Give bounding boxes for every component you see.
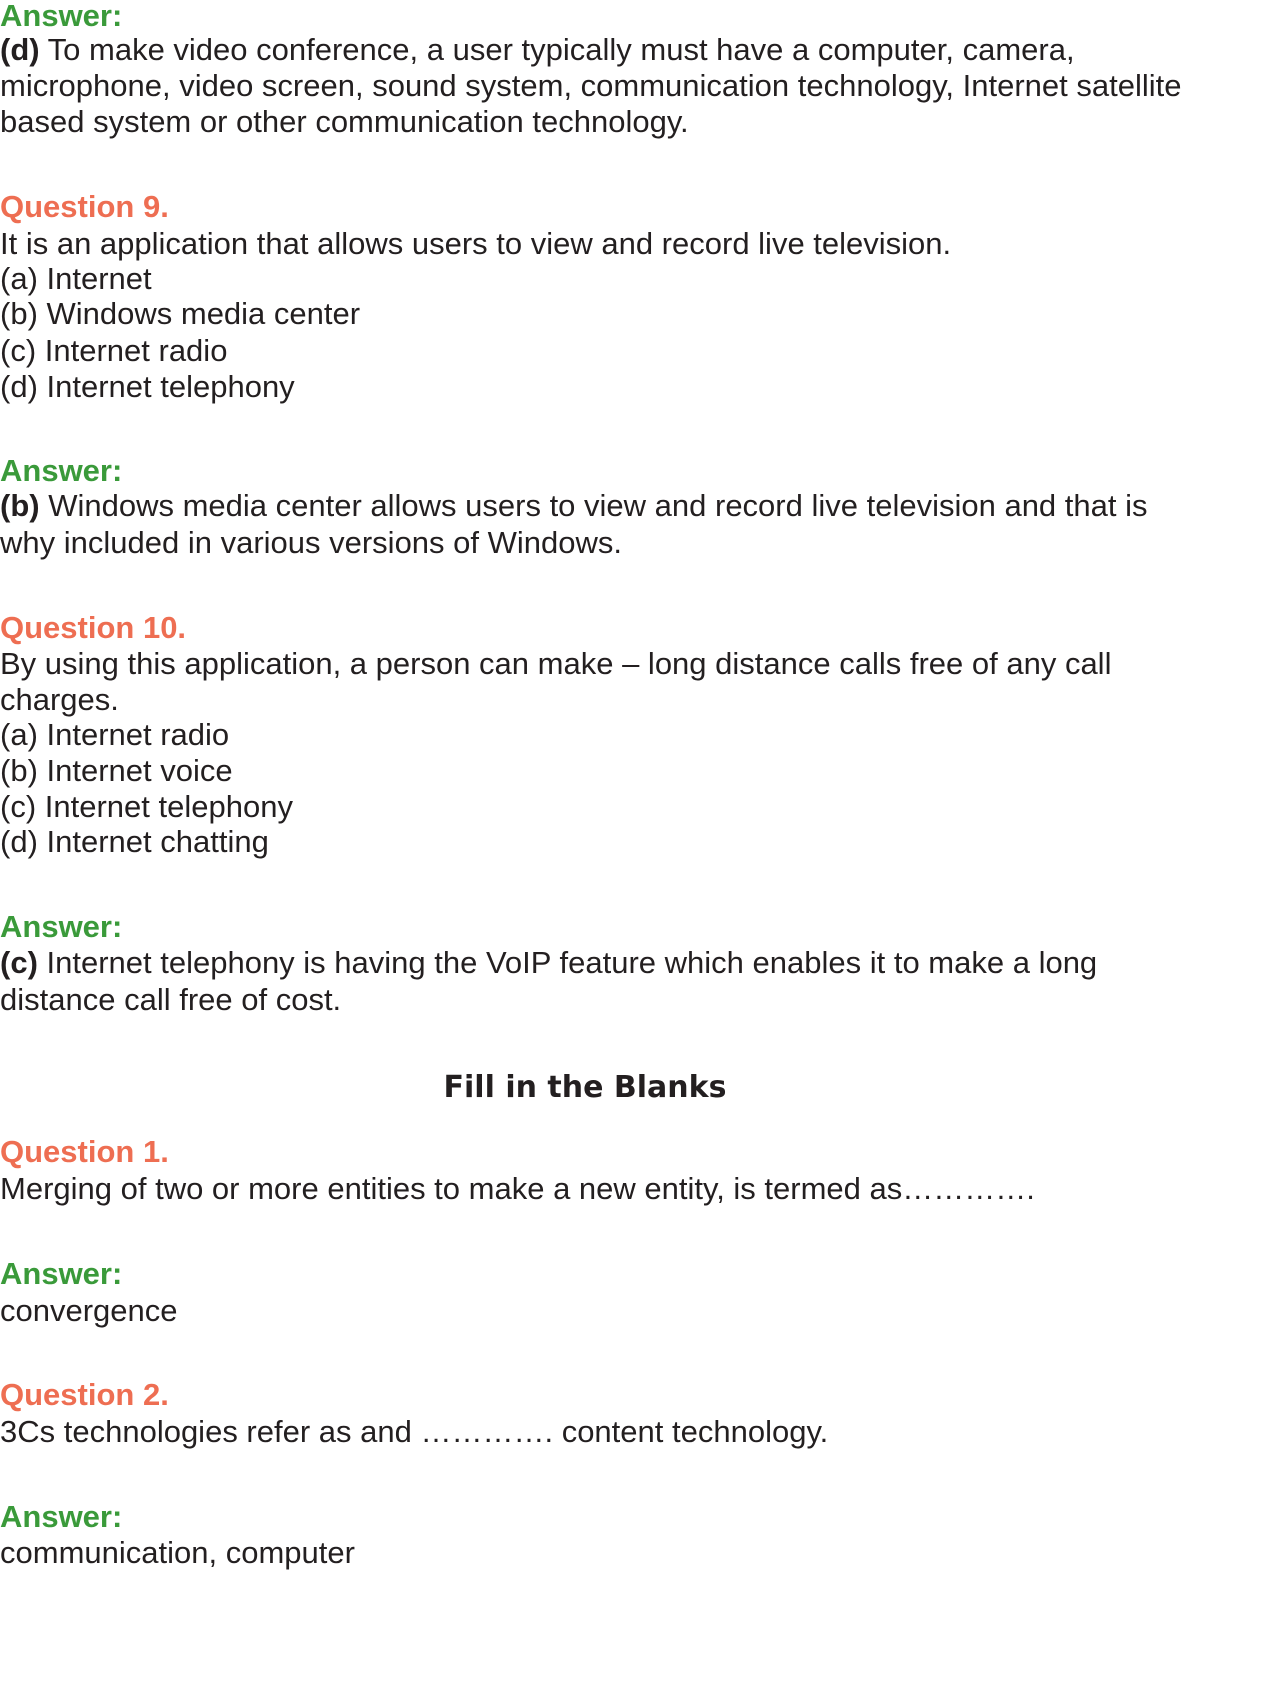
option-a: (a) Internet radio [0, 717, 230, 752]
option-d: (d) Internet chatting [0, 824, 269, 859]
answer-text: communication, computer [0, 1535, 355, 1570]
option-b: (b) Windows media center [0, 296, 361, 331]
answer-text-line: (b) Windows media center allows users to view and record live television and that is [0, 488, 1148, 523]
question-text: 3Cs technologies refer as and …………. content technology. [0, 1414, 829, 1449]
answer-label: Answer: [0, 1256, 123, 1291]
answer-label: Answer: [0, 0, 123, 33]
question-text: charges. [0, 682, 119, 717]
option-c: (c) Internet telephony [0, 789, 293, 824]
question-text: By using this application, a person can make – long distance calls free of any call [0, 646, 1112, 681]
answer-text: convergence [0, 1293, 178, 1328]
question-label: Question 10. [0, 610, 187, 645]
answer-text-line: (d) To make video conference, a user typically must have a computer, camera, [0, 32, 1075, 67]
option-c: (c) Internet radio [0, 333, 228, 368]
question-text: Merging of two or more entities to make a new entity, is termed as…………. [0, 1171, 1035, 1206]
answer-text-line: (c) Internet telephony is having the VoIP feature which enables it to make a long [0, 945, 1098, 980]
answer-label: Answer: [0, 453, 123, 488]
option-d: (d) Internet telephony [0, 369, 295, 404]
answer-label: Answer: [0, 1499, 123, 1534]
answer-text-line: based system or other communication technology. [0, 104, 689, 139]
answer-letter: (b) [0, 488, 40, 523]
question-label: Question 9. [0, 189, 169, 224]
section-title: Fill in the Blanks [443, 1070, 727, 1105]
answer-letter: (d) [0, 32, 40, 67]
answer-text-line: microphone, video screen, sound system, communication technology, Internet satellite [0, 68, 1182, 103]
answer-text-line: why included in various versions of Windows. [0, 525, 622, 560]
answer-letter: (c) [0, 945, 38, 980]
option-a: (a) Internet [0, 261, 152, 296]
answer-label: Answer: [0, 909, 123, 944]
question-label: Question 1. [0, 1134, 169, 1169]
option-b: (b) Internet voice [0, 753, 233, 788]
answer-text-line: distance call free of cost. [0, 982, 342, 1017]
question-label: Question 2. [0, 1377, 169, 1412]
question-text: It is an application that allows users to view and record live television. [0, 226, 952, 261]
